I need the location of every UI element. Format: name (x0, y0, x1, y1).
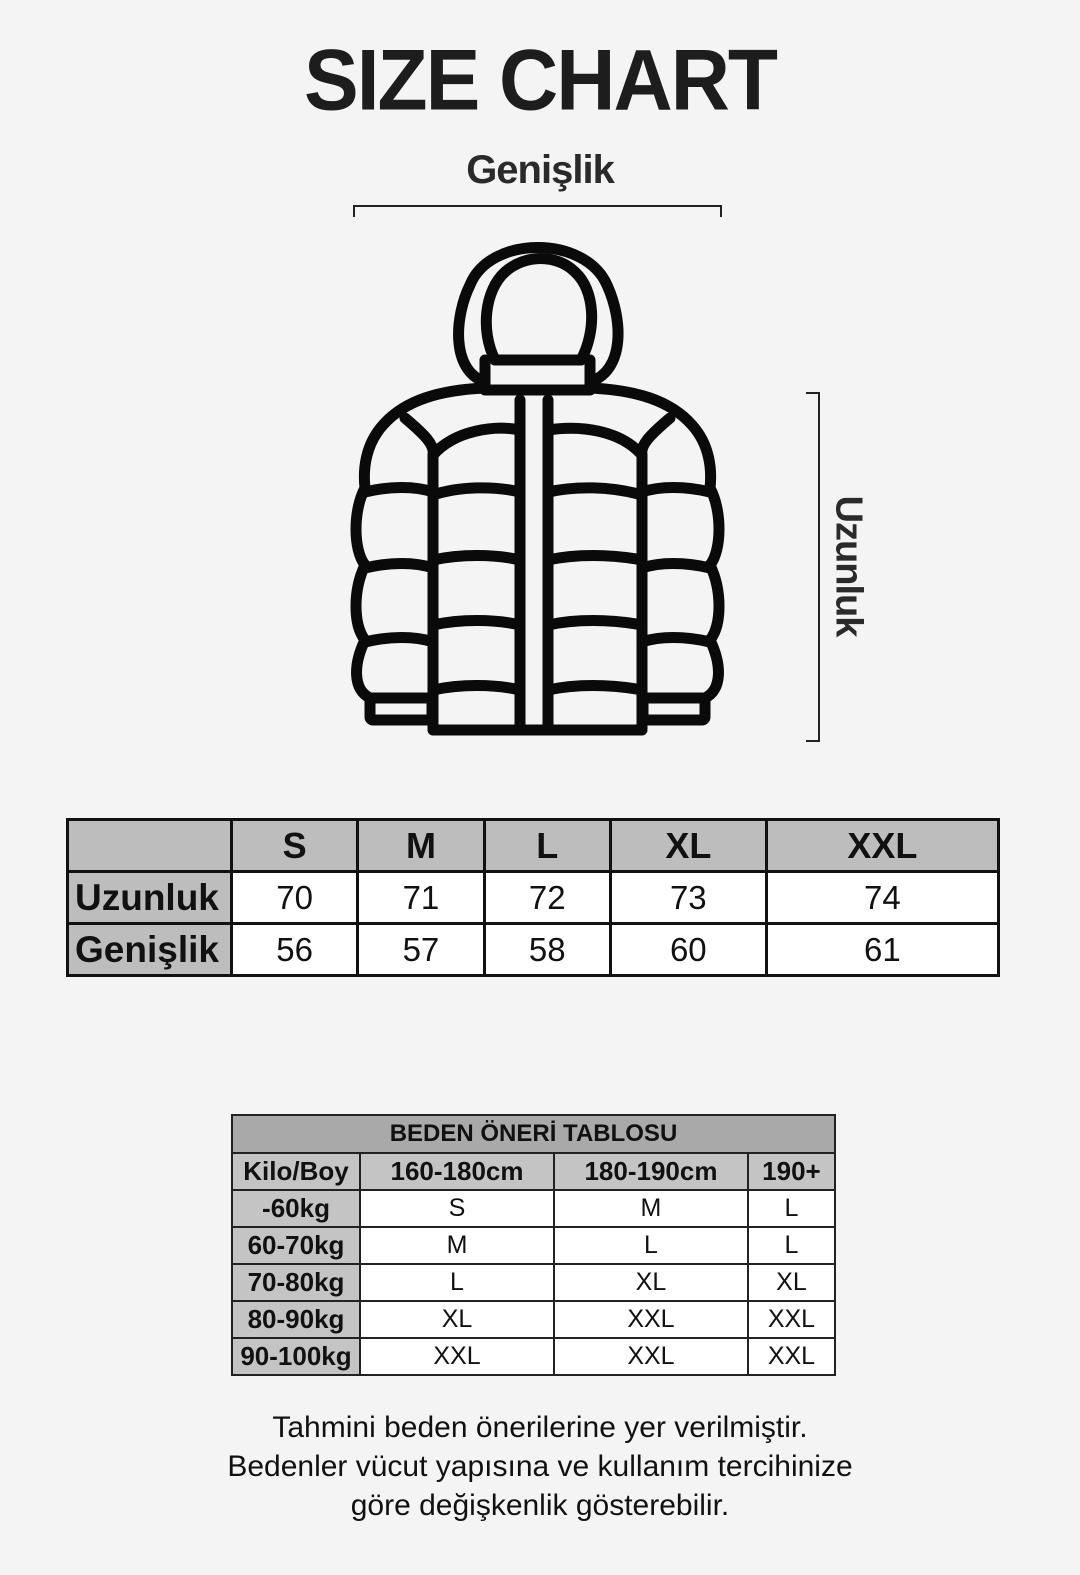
width-label: Genişlik (466, 148, 614, 192)
table-cell: 61 (766, 924, 998, 976)
size-header-cell: XL (610, 820, 766, 872)
table-cell: M (360, 1227, 554, 1264)
rec-height-header: 160-180cm (360, 1153, 554, 1190)
rec-caption-row (232, 1115, 835, 1153)
size-header-cell: M (358, 820, 484, 872)
rec-weight-label: 70-80kg (232, 1264, 360, 1301)
table-cell: 71 (358, 872, 484, 924)
table-cell: L (360, 1264, 554, 1301)
note-line: Bedenler vücut yapısına ve kullanım tercihinize (227, 1450, 853, 1483)
disclaimer-note (0, 1408, 1080, 1525)
row-label: Uzunluk (68, 872, 232, 924)
row-label: Genişlik (68, 924, 232, 976)
size-header-row (68, 820, 999, 872)
table-cell: 58 (484, 924, 610, 976)
table-cell: XXL (554, 1338, 748, 1375)
note-line: göre değişkenlik gösterebilir. (350, 1489, 730, 1522)
rec-height-header: 190+ (748, 1153, 835, 1190)
table-cell: XXL (748, 1301, 835, 1338)
size-header-cell: S (232, 820, 358, 872)
table-cell: 73 (610, 872, 766, 924)
rec-corner-cell: Kilo/Boy (232, 1153, 360, 1190)
table-cell: XL (360, 1301, 554, 1338)
table-cell: 56 (232, 924, 358, 976)
table-cell: S (360, 1190, 554, 1227)
puffer-jacket-icon (345, 220, 730, 740)
table-row (68, 872, 999, 924)
size-corner-cell (68, 820, 232, 872)
page-title: SIZE CHART (304, 32, 776, 129)
table-cell: 60 (610, 924, 766, 976)
table-row (232, 1190, 835, 1227)
table-cell: 72 (484, 872, 610, 924)
rec-weight-label: -60kg (232, 1190, 360, 1227)
table-cell: XXL (554, 1301, 748, 1338)
table-cell: L (748, 1227, 835, 1264)
rec-weight-label: 80-90kg (232, 1301, 360, 1338)
width-bracket (353, 205, 722, 217)
rec-height-header: 180-190cm (554, 1153, 748, 1190)
table-cell: L (748, 1190, 835, 1227)
recommendation-table (231, 1114, 836, 1376)
table-row (232, 1227, 835, 1264)
table-cell: XL (748, 1264, 835, 1301)
table-row (232, 1301, 835, 1338)
size-table (66, 818, 1000, 977)
rec-weight-label: 60-70kg (232, 1227, 360, 1264)
rec-header-row (232, 1153, 835, 1190)
table-cell: 70 (232, 872, 358, 924)
table-row (232, 1338, 835, 1375)
size-header-cell: XXL (766, 820, 998, 872)
length-bracket (806, 392, 820, 742)
table-cell: XL (554, 1264, 748, 1301)
table-row (232, 1264, 835, 1301)
table-cell: 57 (358, 924, 484, 976)
table-cell: M (554, 1190, 748, 1227)
table-row (68, 924, 999, 976)
table-cell: 74 (766, 872, 998, 924)
table-cell: XXL (748, 1338, 835, 1375)
rec-weight-label: 90-100kg (232, 1338, 360, 1375)
size-header-cell: L (484, 820, 610, 872)
table-cell: L (554, 1227, 748, 1264)
rec-caption: BEDEN ÖNERİ TABLOSU (232, 1115, 835, 1153)
table-cell: XXL (360, 1338, 554, 1375)
note-line: Tahmini beden önerilerine yer verilmiştir. (272, 1411, 808, 1444)
length-label: Uzunluk (827, 495, 870, 637)
